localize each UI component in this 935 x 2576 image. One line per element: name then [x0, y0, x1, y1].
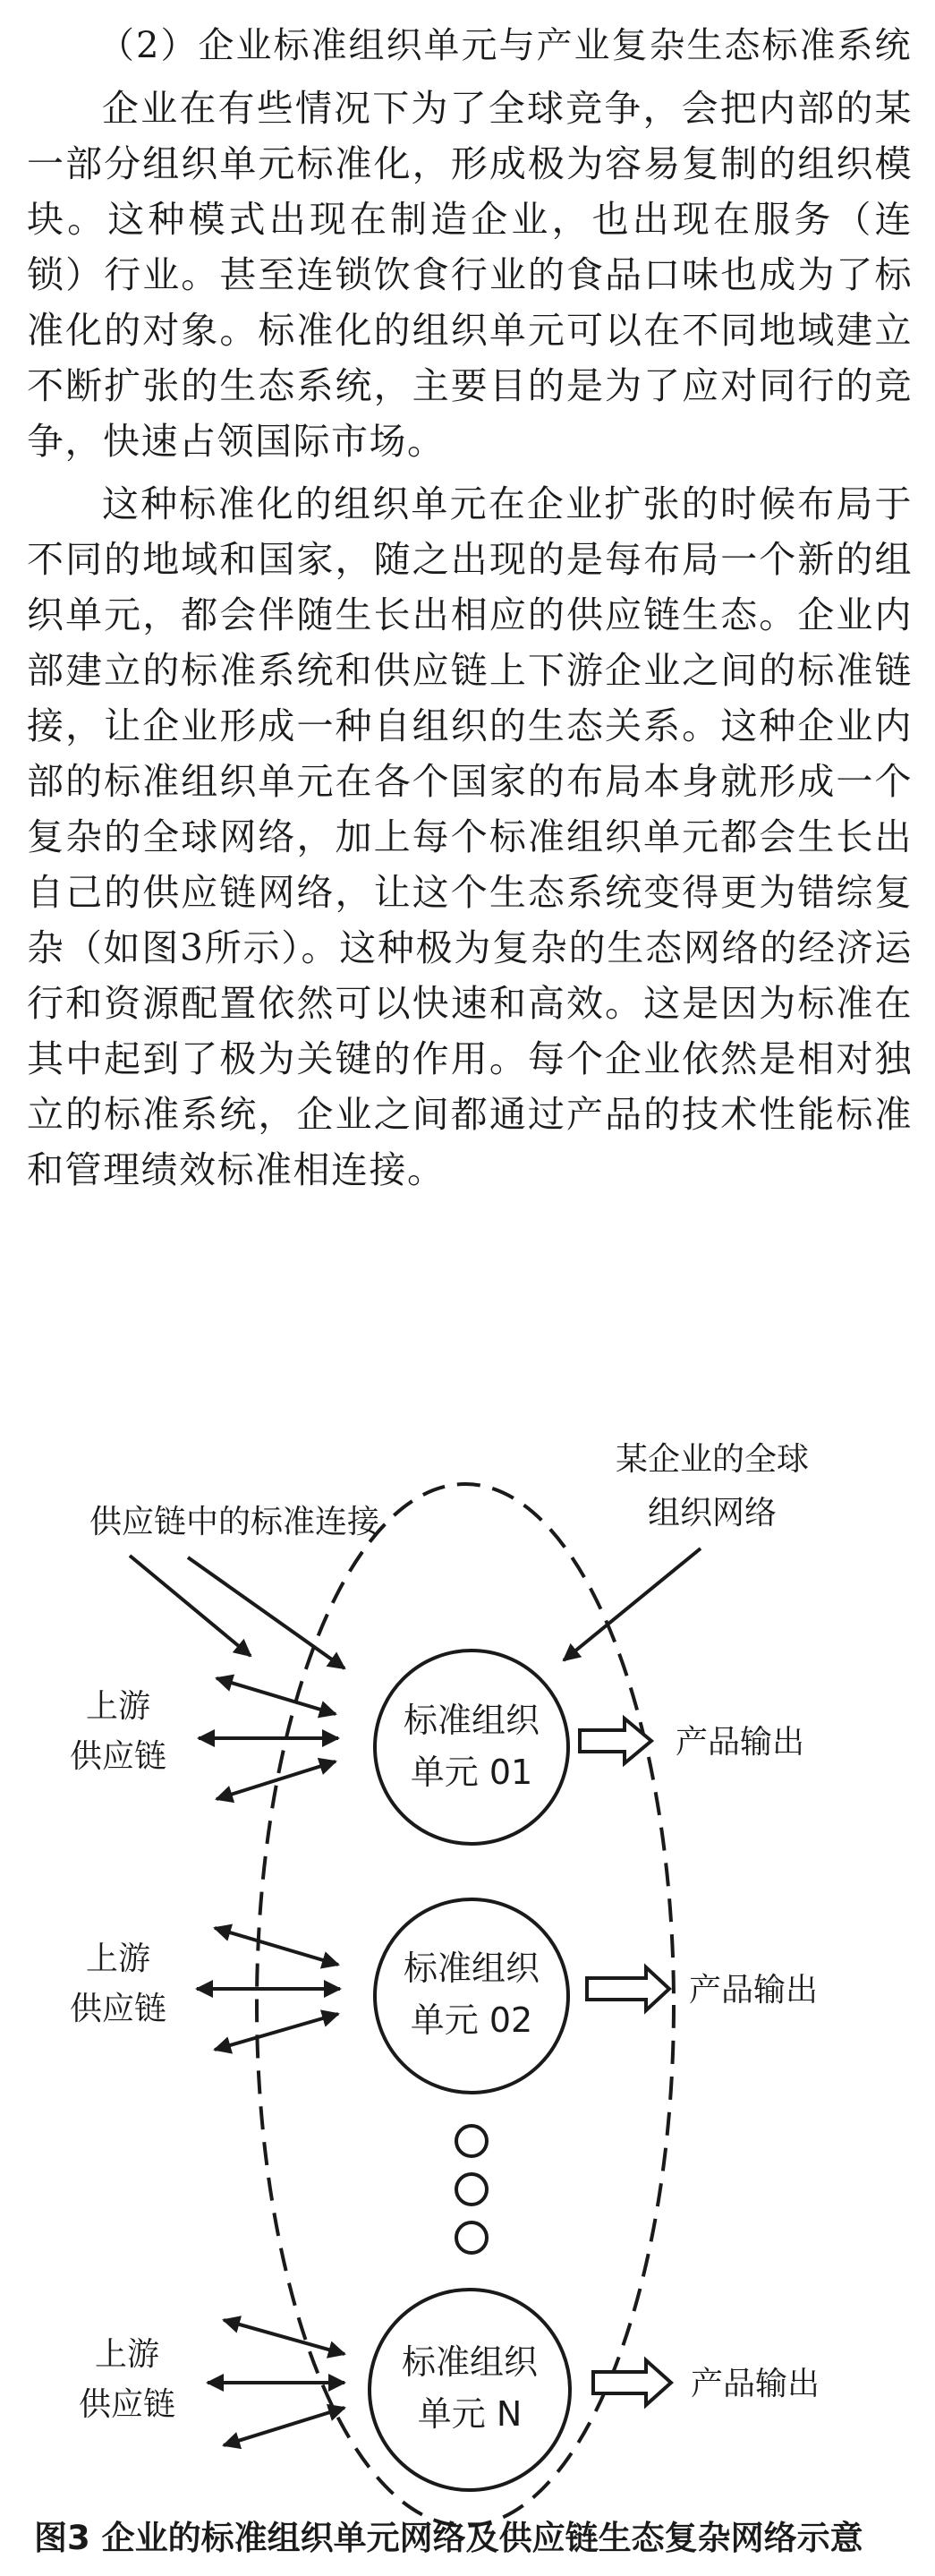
- unit-02-link-arrow-top: [215, 1928, 338, 1965]
- unit-n-name: 单元 N: [417, 2394, 523, 2434]
- unit-n-output-label: 产品输出: [691, 2366, 820, 2402]
- article-body: [27, 0, 913, 1198]
- unit-n-title: 标准组织: [401, 2342, 539, 2382]
- global-network-label-line2: 组织网络: [648, 1495, 778, 1531]
- unit-02-link-arrow-bottom: [215, 2014, 338, 2050]
- ellipsis-dot-2: [456, 2174, 487, 2205]
- supply-chain-link-label: 供应链中的标准连接: [89, 1504, 380, 1540]
- unit-01-link-arrow-top: [217, 1678, 336, 1714]
- unit-01-upstream-line2: 供应链: [69, 1738, 167, 1775]
- unit-n-circle: [370, 2290, 570, 2490]
- ellipsis-dot-3: [456, 2222, 487, 2253]
- unit-01-circle: [375, 1651, 568, 1844]
- ellipsis-dot-1: [456, 2126, 487, 2156]
- unit-01-name: 单元 01: [410, 1753, 533, 1792]
- unit-02-name: 单元 02: [410, 2000, 533, 2040]
- unit-n-upstream-line2: 供应链: [78, 2386, 176, 2423]
- unit-01-output-label: 产品输出: [676, 1724, 805, 1761]
- unit-01-title: 标准组织: [403, 1701, 540, 1740]
- figure-3-diagram: [0, 1423, 935, 2576]
- paragraph-1: 企业在有些情况下为了全球竞争，会把内部的某一部分组织单元标准化，形成极为容易复制的组织模块。这种模式出现在制造企业，也出现在服务（连锁）行业。甚至连锁饮食行业的食品口味也成为了标准化的对象。标准化的组织单元可以在不同地域建立不断扩张的生态系统，主要目的是为了应对同行的竞争，快速占领国际市场。: [27, 87, 913, 463]
- unit-n-output-arrow: [593, 2360, 671, 2405]
- figure-caption: 图3 企业的标准组织单元网络及供应链生态复杂网络示意: [34, 2519, 863, 2557]
- unit-02-circle: [375, 1899, 568, 2093]
- unit-02-title: 标准组织: [403, 1949, 540, 1988]
- unit-02-upstream-line1: 上游: [85, 1941, 151, 1977]
- unit-02-output-label: 产品输出: [689, 1972, 819, 2009]
- unit-02-output-arrow: [587, 1967, 669, 2010]
- unit-01-upstream-line1: 上游: [85, 1688, 151, 1725]
- unit-02-upstream-line2: 供应链: [69, 1991, 167, 2027]
- section-heading: （2）企业标准组织单元与产业复杂生态标准系统: [98, 25, 913, 66]
- supply-link-pointer-2: [188, 1557, 344, 1668]
- unit-n-upstream-line1: 上游: [94, 2336, 160, 2373]
- unit-n-link-arrow-bottom: [224, 2408, 344, 2445]
- unit-n-link-arrow-top: [224, 2320, 344, 2354]
- supply-link-pointer-1: [130, 1556, 251, 1656]
- paragraph-2: 这种标准化的组织单元在企业扩张的时候布局于不同的地域和国家，随之出现的是每布局一个新的组织单元，都会伴随生长出相应的供应链生态。企业内部建立的标准系统和供应链上下游企业之间的标准链接，让企业形成一种自组织的生态关系。这种企业内部的标准组织单元在各个国家的布局本身就形成一个复杂的全球网络，加上每个标准组织单元都会生长出自己的供应链网络，让这个生态系统变得更为错综复杂（如图3所示）。这种极为复杂的生态网络的经济运行和资源配置依然可以快速和高效。这是因为标准在其中起到了极为关键的作用。每个企业依然是相对独立的标准系统，企业之间都通过产品的技术性能标准和管理绩效标准相连接。: [27, 482, 913, 1191]
- global-network-pointer: [564, 1548, 701, 1660]
- global-network-label-line1: 某企业的全球: [616, 1441, 810, 1478]
